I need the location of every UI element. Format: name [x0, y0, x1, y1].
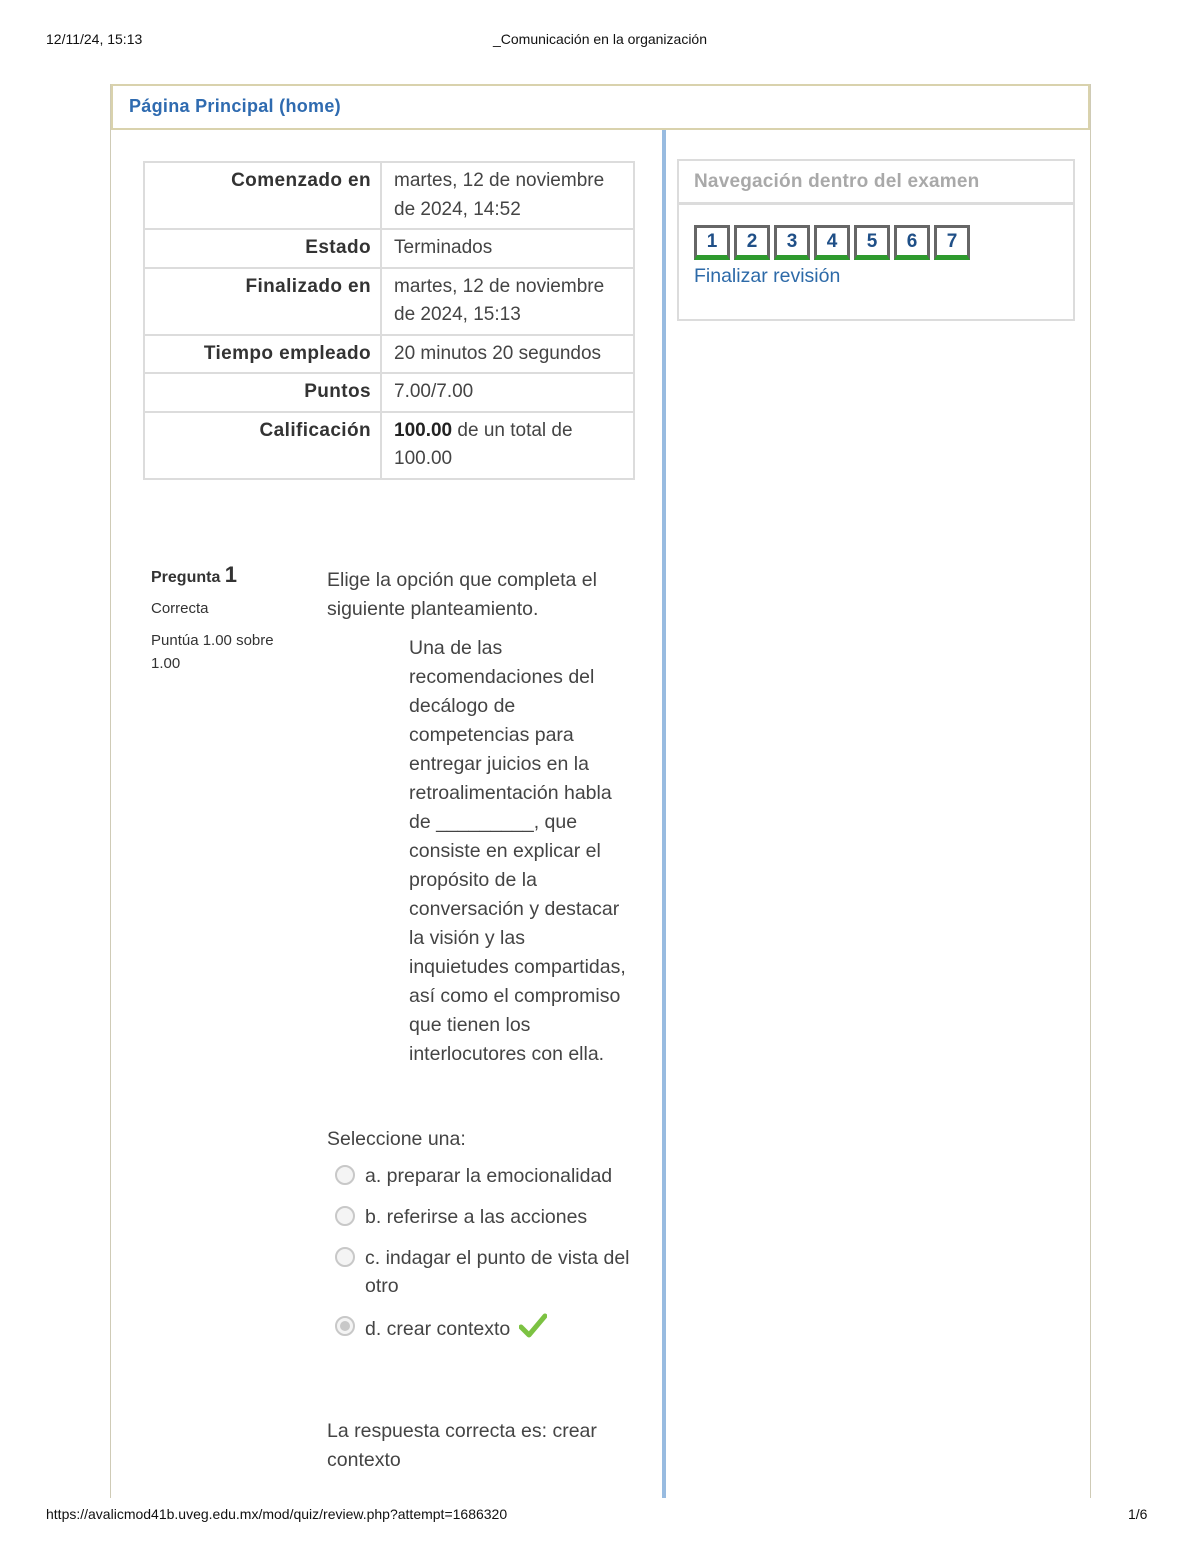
radio-icon[interactable] [335, 1247, 355, 1267]
summary-row [144, 162, 634, 229]
print-url: https://avalicmod41b.uveg.edu.mx/mod/quiz/review.php?attempt=1686320 [46, 1506, 508, 1522]
question-grade: Puntúa 1.00 sobre 1.00 [151, 632, 274, 672]
summary-row [144, 412, 634, 479]
summary-row [144, 229, 634, 268]
check-icon [519, 1313, 547, 1347]
answer-option-label: c. indagar el punto de vista del otro [365, 1247, 630, 1297]
summary-row [144, 335, 634, 374]
question-state: Correcta [151, 600, 209, 617]
quiz-nav-buttons [694, 225, 974, 260]
summary-value: martes, 12 de noviembre de 2024, 15:13 [381, 268, 634, 335]
answer-option-a[interactable] [333, 1162, 633, 1190]
question-intro: Elige la opción que completa el siguiente planteamiento. [327, 569, 597, 620]
column-divider [662, 130, 666, 1498]
summary-value: 7.00/7.00 [381, 373, 634, 412]
print-header [0, 31, 1200, 51]
answer-option-d[interactable] [333, 1313, 633, 1347]
answer-option-b[interactable] [333, 1203, 633, 1231]
top-navbar [111, 84, 1090, 130]
question-number [151, 562, 301, 588]
quiz-navigation-block [677, 159, 1075, 321]
summary-value: Terminados [381, 229, 634, 268]
radio-icon[interactable] [335, 1165, 355, 1185]
quiz-nav-button[interactable]: 6 [894, 225, 930, 260]
summary-value [381, 412, 634, 479]
answer-option-c[interactable] [333, 1244, 633, 1300]
grade-value: 100.00 [394, 419, 453, 441]
answer-options [333, 1162, 633, 1360]
summary-label: Comenzado en [144, 162, 381, 229]
home-link[interactable]: Página Principal (home) [129, 96, 341, 116]
answer-option-label: d. crear contexto [365, 1318, 511, 1341]
print-datetime: 12/11/24, 15:13 [46, 31, 143, 47]
grade-total: de un total de 100.00 [394, 419, 573, 469]
question-info [151, 562, 301, 675]
question-body: Una de las recomendaciones del decálogo de competencias para entregar juicios en la retroalimentación habla de _________, que consiste en explicar el propósito de la conversación y destacar la visión y las inquietudes compartidas, así como el compromiso que tienen los interlocutores con ella. [409, 637, 626, 1065]
summary-label: Finalizado en [144, 268, 381, 335]
summary-label: Calificación [144, 412, 381, 479]
attempt-summary-table [143, 161, 635, 480]
finish-review-link[interactable]: Finalizar revisión [694, 265, 841, 287]
summary-row [144, 268, 634, 335]
quiz-nav-button[interactable]: 4 [814, 225, 850, 260]
print-doc-title: _Comunicación en la organización [492, 31, 708, 47]
quiz-nav-button[interactable]: 3 [774, 225, 810, 260]
answer-prompt: Seleccione una: [327, 1128, 466, 1150]
summary-label: Puntos [144, 373, 381, 412]
quiz-nav-button[interactable]: 5 [854, 225, 890, 260]
answer-option-label: a. preparar la emocionalidad [365, 1165, 613, 1187]
question-number-value: 1 [224, 562, 238, 587]
quiz-nav-button[interactable]: 7 [934, 225, 970, 260]
radio-icon[interactable] [335, 1316, 355, 1336]
quiz-nav-title: Navegación dentro del examen [679, 161, 1073, 205]
quiz-nav-button[interactable]: 2 [734, 225, 770, 260]
quiz-nav-button[interactable]: 1 [694, 225, 730, 260]
summary-value: martes, 12 de noviembre de 2024, 14:52 [381, 162, 634, 229]
summary-value: 20 minutos 20 segundos [381, 335, 634, 374]
correct-answer-feedback: La respuesta correcta es: crear contexto [327, 1420, 597, 1471]
question-label: Pregunta [151, 569, 221, 586]
print-page-number: 1/6 [1128, 1506, 1148, 1522]
summary-row [144, 373, 634, 412]
radio-icon[interactable] [335, 1206, 355, 1226]
summary-label: Estado [144, 229, 381, 268]
answer-option-label: b. referirse a las acciones [365, 1206, 588, 1228]
summary-label: Tiempo empleado [144, 335, 381, 374]
